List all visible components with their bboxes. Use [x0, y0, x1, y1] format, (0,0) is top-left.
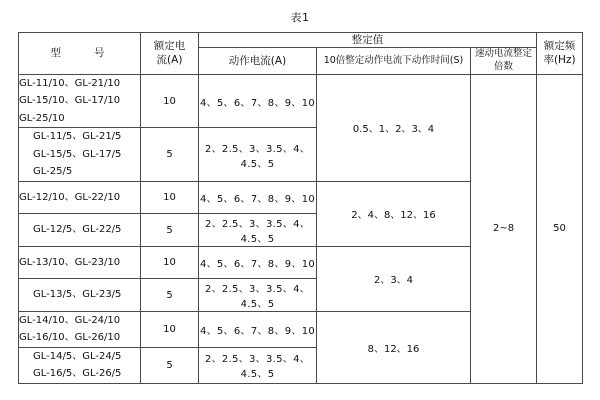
action-current-cell: 4、5、6、7、8、9、10 [199, 181, 317, 214]
rated-current-cell: 5 [141, 347, 199, 383]
model-text: GL-14/5、GL-24/5 [33, 350, 122, 362]
model-text: GL-11/5、GL-21/5 [33, 131, 122, 143]
rated-current-cell: 10 [141, 311, 199, 347]
header-rated-current-line1: 额定电 [153, 40, 186, 53]
action-current-cell: 2、2.5、3、3.5、4、4.5、5 [199, 128, 317, 182]
model-text: GL-25/5 [33, 166, 73, 178]
model-text: GL-12/5、GL-22/5 [33, 224, 122, 236]
models-cell [19, 311, 141, 347]
table-container [0, 32, 600, 384]
models-cell [19, 246, 141, 279]
model-text: GL-11/10、GL-21/10 [19, 77, 121, 89]
header-model: 型 号 [19, 33, 141, 75]
time-at-10x-cell: 2、3、4 [317, 246, 471, 311]
models-cell [19, 74, 141, 128]
rated-current-cell: 5 [141, 214, 199, 247]
rated-current-cell: 10 [141, 74, 199, 128]
model-text: GL-12/10、GL-22/10 [19, 191, 121, 203]
header-rated-frequency-line2: 率(Hz) [543, 54, 576, 67]
header-setting-group: 整定值 [199, 33, 537, 48]
model-text: GL-16/5、GL-26/5 [33, 368, 122, 380]
model-text: GL-13/10、GL-23/10 [19, 256, 121, 268]
models-cell [19, 128, 141, 182]
model-text: GL-25/10 [19, 112, 65, 124]
header-rated-frequency [537, 33, 583, 75]
model-text: GL-14/10、GL-24/10 [19, 314, 121, 326]
model-text: GL-15/5、GL-17/5 [33, 148, 122, 160]
model-text: GL-15/10、GL-17/10 [19, 95, 121, 107]
rated-frequency-cell: 50 [537, 74, 583, 383]
action-current-cell: 4、5、6、7、8、9、10 [199, 311, 317, 347]
models-cell [19, 214, 141, 247]
header-rated-current [141, 33, 199, 75]
specification-table [18, 32, 583, 384]
header-rated-current-line2: 流(A) [156, 54, 183, 67]
action-current-cell: 2、2.5、3、3.5、4、4.5、5 [199, 214, 317, 247]
time-at-10x-cell: 0.5、1、2、3、4 [317, 74, 471, 181]
action-current-cell: 4、5、6、7、8、9、10 [199, 74, 317, 128]
table-caption: 表1 [290, 11, 310, 24]
rated-current-cell: 10 [141, 181, 199, 214]
rated-current-cell: 5 [141, 128, 199, 182]
action-current-cell: 2、2.5、3、3.5、4、4.5、5 [199, 347, 317, 383]
model-text: GL-13/5、GL-23/5 [33, 289, 122, 301]
models-cell [19, 279, 141, 312]
header-time-at-10x: 10倍整定动作电流下动作时间(S) [317, 48, 471, 75]
header-action-current: 动作电流(A) [199, 48, 317, 75]
rated-current-cell: 5 [141, 279, 199, 312]
models-cell [19, 347, 141, 383]
table-row [19, 74, 583, 128]
time-at-10x-cell: 8、12、16 [317, 311, 471, 383]
table-header-row-1 [19, 33, 583, 48]
models-cell [19, 181, 141, 214]
header-rated-frequency-line1: 额定频 [543, 40, 576, 53]
quick-multiple-cell: 2~8 [471, 74, 537, 383]
time-at-10x-cell: 2、4、8、12、16 [317, 181, 471, 246]
model-text: GL-16/10、GL-26/10 [19, 332, 121, 344]
header-quick-current-multiple: 速动电流整定倍数 [471, 48, 537, 75]
action-current-cell: 4、5、6、7、8、9、10 [199, 246, 317, 279]
action-current-cell: 2、2.5、3、3.5、4、4.5、5 [199, 279, 317, 312]
rated-current-cell: 10 [141, 246, 199, 279]
